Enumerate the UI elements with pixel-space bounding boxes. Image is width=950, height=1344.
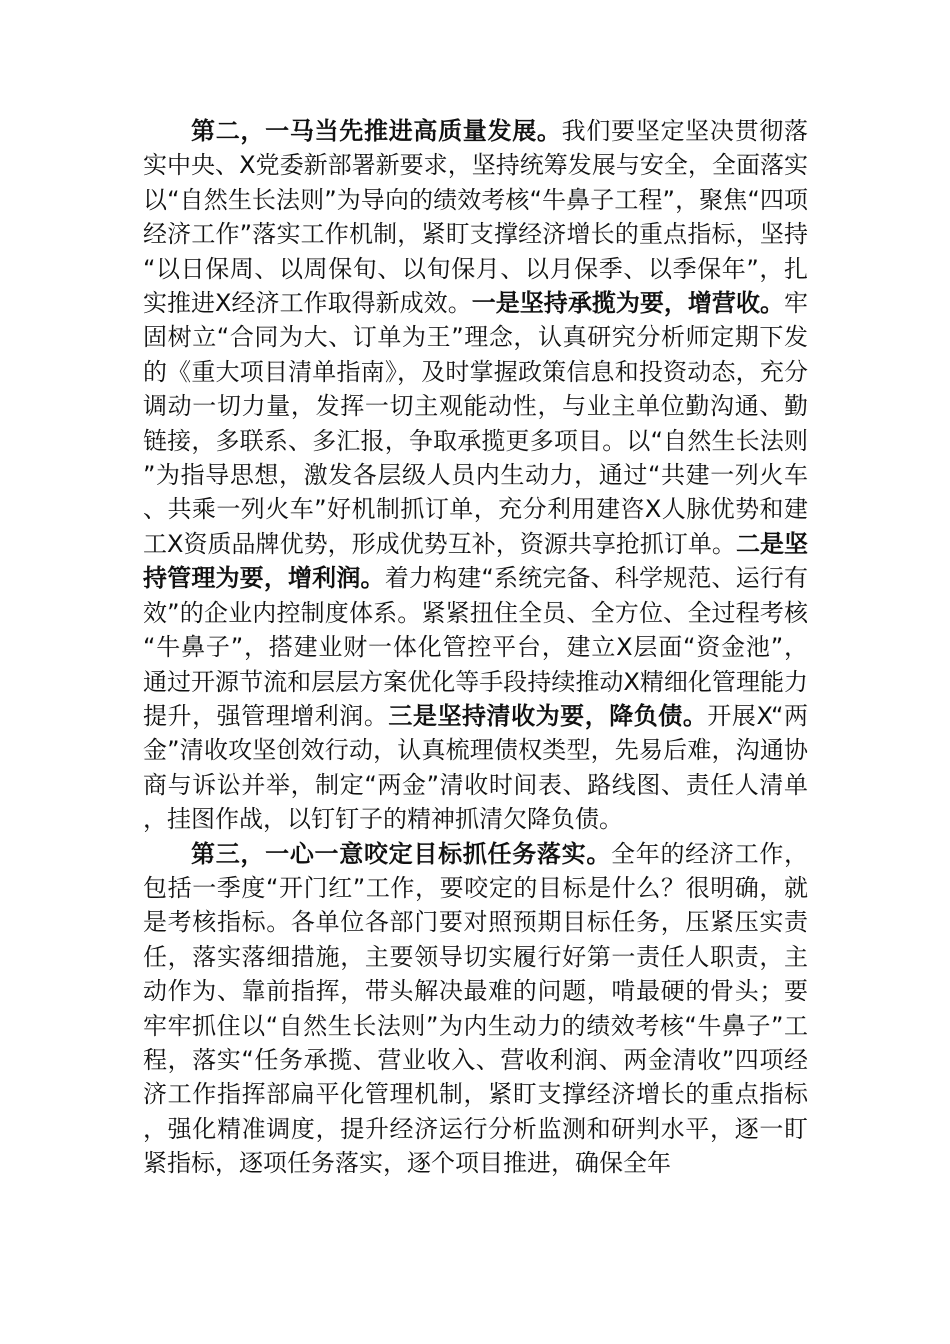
paragraph-text: 我们要坚定坚决贯彻落实中央、X党委新部署新要求，坚持统筹发展与安全，全面落实以“自然生长法则”为导向的绩效考核“牛鼻子工程”，聚焦“四项经济工作”落实工作机制，紧盯支撑经济增长的重点指标，坚持“以日保周、以周保旬、以旬保月、以月保季、以季保年”，扎实推进X经济工作取得新成效。	[143, 117, 808, 318]
paragraph-text: 着力构建“系统完备、科学规范、运行有效”的企业内控制度体系。紧紧扭住全员、全方位、全过程考核“牛鼻子”，搭建业财一体化管控平台，建立X层面“资金池”，通过开源节流和层层方案优化等手段持续推动X精细化管理能力提升，强管理增利润。	[143, 564, 809, 730]
paragraph-text: 开展X“两金”清收攻坚创效行动，认真梳理债权类型，先易后难，沟通协商与诉讼并举，制定“两金”清收时间表、路线图、责任人清单，挂图作战，以钉钉子的精神抓清欠降负债。	[143, 701, 809, 834]
subheading-two: 二是坚持管理为要，增利润。	[143, 529, 808, 593]
paragraph-text: 牢固树立“合同为大、订单为王”理念，认真研究分析师定期下发的《重大项目清单指南》，及时掌握政策信息和投资动态，充分调动一切力量，发挥一切主观能动性，与业主单位勤沟通、勤链接，多联系、多汇报，争取承揽更多项目。以“自然生长法则”为指导思想，激发各层级人员内生动力，通过“共建一列火车、共乘一列火车”好机制抓订单，充分利用建咨X人脉优势和建工X资质品牌优势，形成优势互补，资源共享抢抓订单。	[143, 289, 808, 558]
subheading-three: 三是坚持清收为要，降负债。	[388, 701, 708, 730]
heading-second: 第二，一马当先推进高质量发展。	[191, 117, 562, 145]
subheading-one: 一是坚持承揽为要，增营收。	[471, 289, 784, 318]
paragraph-second	[143, 114, 808, 837]
document-body	[143, 114, 808, 1181]
paragraph-third	[143, 837, 808, 1181]
paragraph-text: 全年的经济工作，包括一季度“开门红”工作，要咬定的目标是什么？很明确，就是考核指标。各单位各部门要对照预期目标任务，压紧压实责任，落实落细措施，主要领导切实履行好第一责任人职责，主动作为、靠前指挥，带头解决最难的问题，啃最硬的骨头；要牢牢抓住以“自然生长法则”为内生动力的绩效考核“牛鼻子”工程，落实“任务承揽、营业收入、营收利润、两金清收”四项经济工作指挥部扁平化管理机制，紧盯支撑经济增长的重点指标，强化精准调度，提升经济运行分析监测和研判水平，逐一盯紧指标，逐项任务落实，逐个项目推进，确保全年	[143, 839, 809, 1178]
heading-third: 第三，一心一意咬定目标抓任务落实。	[191, 839, 612, 868]
